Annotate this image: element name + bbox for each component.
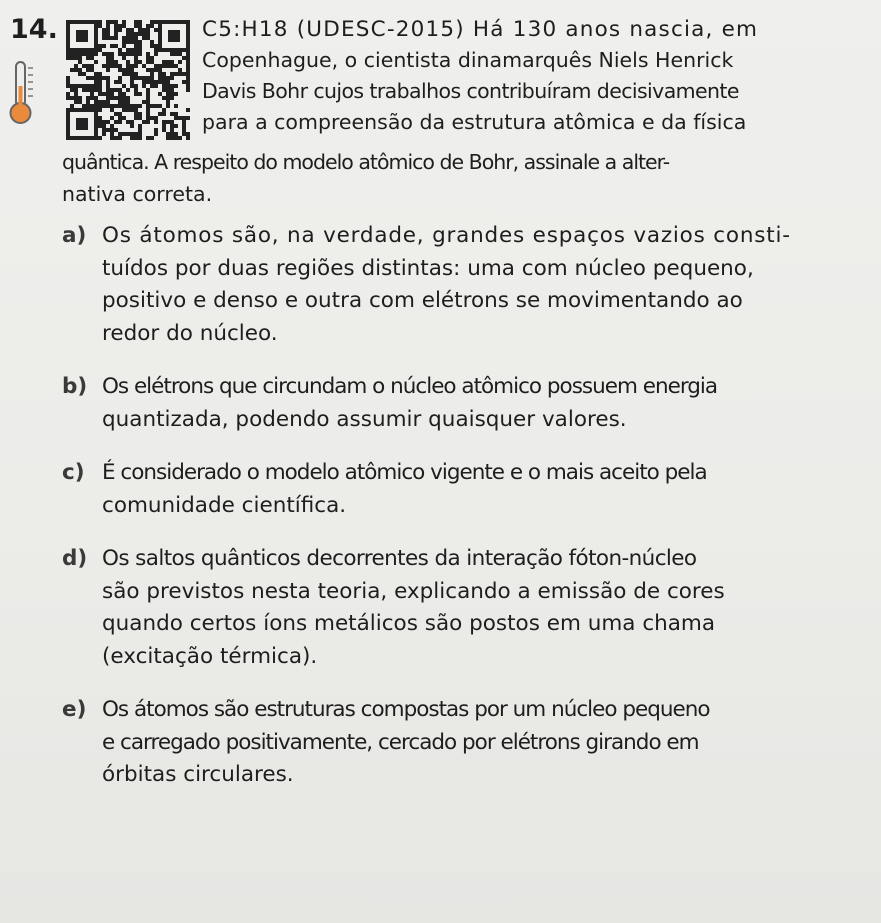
stem-line: para a compreensão da estrutura atômica e da física [202, 110, 747, 134]
option-line: tuídos por duas regiões distintas: uma com núcleo pequeno, [102, 255, 754, 281]
option-e [62, 694, 862, 792]
option-letter: d) [62, 546, 88, 571]
option-letter: b) [62, 374, 88, 399]
stem-line: Davis Bohr cujos trabalhos contribuíram decisivamente [202, 79, 739, 103]
option-a [62, 220, 862, 350]
option-d [62, 543, 862, 673]
option-line: redor do núcleo. [102, 320, 278, 346]
question-stem-header [202, 14, 842, 138]
option-line: Os elétrons que circundam o núcleo atômico possuem energia [102, 374, 718, 399]
stem-line: C5:H18 (UDESC-2015) Há 130 anos nascia, em [202, 17, 759, 42]
option-line: Os átomos são, na verdade, grandes espaços vazios consti- [102, 223, 791, 248]
stem-line: Copenhague, o cientista dinamarquês Niels Henrick [202, 48, 734, 72]
question-stem-continuation [62, 146, 852, 210]
option-b [62, 371, 862, 436]
option-line: positivo e denso e outra com elétrons se movimentando ao [102, 288, 743, 313]
option-letter: e) [62, 697, 87, 722]
option-letter: c) [62, 460, 85, 485]
option-line: Os átomos são estruturas compostas por um núcleo pequeno [102, 697, 710, 722]
option-line: É considerado o modelo atômico vigente e o mais aceito pela [102, 460, 707, 485]
qr-code-icon [66, 20, 190, 140]
thermometer-icon [2, 58, 40, 128]
option-line: comunidade científica. [102, 492, 347, 518]
option-line: Os saltos quânticos decorrentes da interação fóton-núcleo [102, 546, 697, 571]
option-line: órbitas circulares. [102, 762, 294, 787]
option-line: quando certos íons metálicos são postos em uma chama [102, 611, 716, 636]
option-c [62, 457, 862, 522]
option-line: e carregado positivamente, cercado por elétrons girando em [102, 729, 699, 755]
question-number: 14. [10, 14, 58, 45]
option-letter: a) [62, 223, 87, 248]
option-line: são previstos nesta teoria, explicando a emissão de cores [102, 578, 725, 604]
stem-line: nativa correta. [62, 182, 213, 206]
option-line: quantizada, podendo assumir quaisquer valores. [102, 406, 627, 432]
option-line: (excitação térmica). [102, 643, 318, 669]
answer-options [62, 220, 862, 813]
stem-line: quântica. A respeito do modelo atômico de Bohr, assinale a alter- [62, 150, 670, 174]
